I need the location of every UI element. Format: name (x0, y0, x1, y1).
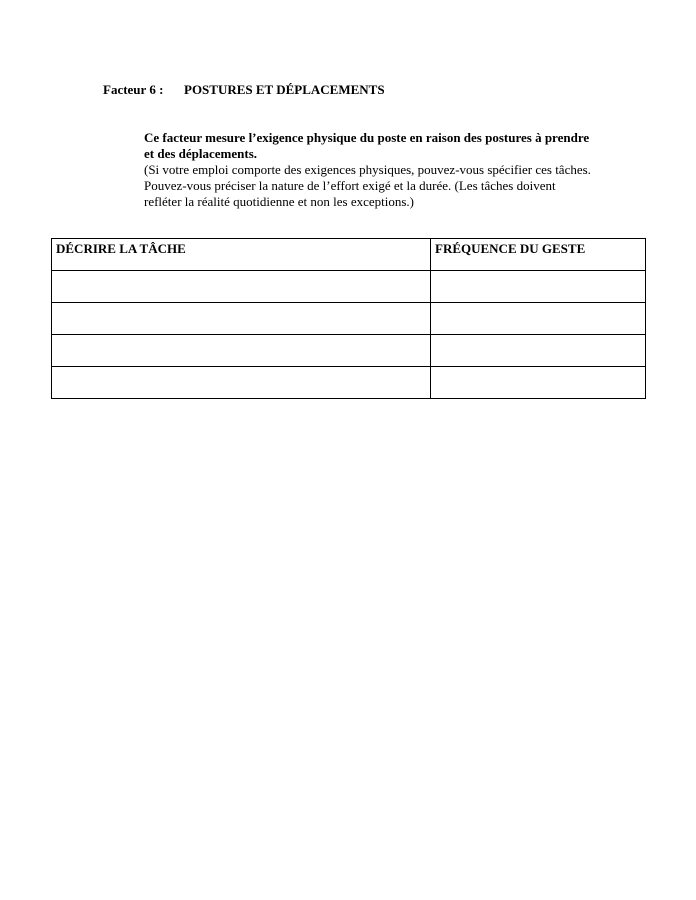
factor-number: Facteur 6 : (103, 82, 164, 97)
table-row (52, 271, 646, 303)
factor-definition: Ce facteur mesure l’exigence physique du poste en raison des postures à prendre et des déplacements. (144, 130, 590, 161)
task-cell[interactable] (52, 303, 431, 335)
frequency-cell[interactable] (431, 367, 646, 399)
factor-title: POSTURES ET DÉPLACEMENTS (184, 82, 385, 97)
factor-heading (103, 82, 385, 98)
table-row (52, 303, 646, 335)
frequency-input[interactable] (435, 271, 641, 302)
task-cell[interactable] (52, 271, 431, 303)
task-cell[interactable] (52, 367, 431, 399)
table-header-row (52, 239, 646, 271)
frequency-cell[interactable] (431, 303, 646, 335)
column-header-frequency: FRÉQUENCE DU GESTE (431, 239, 646, 271)
frequency-input[interactable] (435, 367, 641, 398)
table-row (52, 367, 646, 399)
task-table (51, 238, 646, 399)
task-input[interactable] (56, 271, 426, 302)
frequency-cell[interactable] (431, 271, 646, 303)
frequency-cell[interactable] (431, 335, 646, 367)
factor-instructions: (Si votre emploi comporte des exigences physiques, pouvez-vous spécifier ces tâches. Pouvez-vous préciser la nature de l’effort exigé et la durée. (Les tâches doivent refléter la réalité quotidienne et non les exceptions.) (144, 162, 591, 209)
task-input[interactable] (56, 303, 426, 334)
column-header-task: DÉCRIRE LA TÂCHE (52, 239, 431, 271)
frequency-input[interactable] (435, 335, 641, 366)
task-input[interactable] (56, 367, 426, 398)
table-row (52, 335, 646, 367)
factor-description (144, 130, 594, 210)
task-input[interactable] (56, 335, 426, 366)
task-cell[interactable] (52, 335, 431, 367)
frequency-input[interactable] (435, 303, 641, 334)
